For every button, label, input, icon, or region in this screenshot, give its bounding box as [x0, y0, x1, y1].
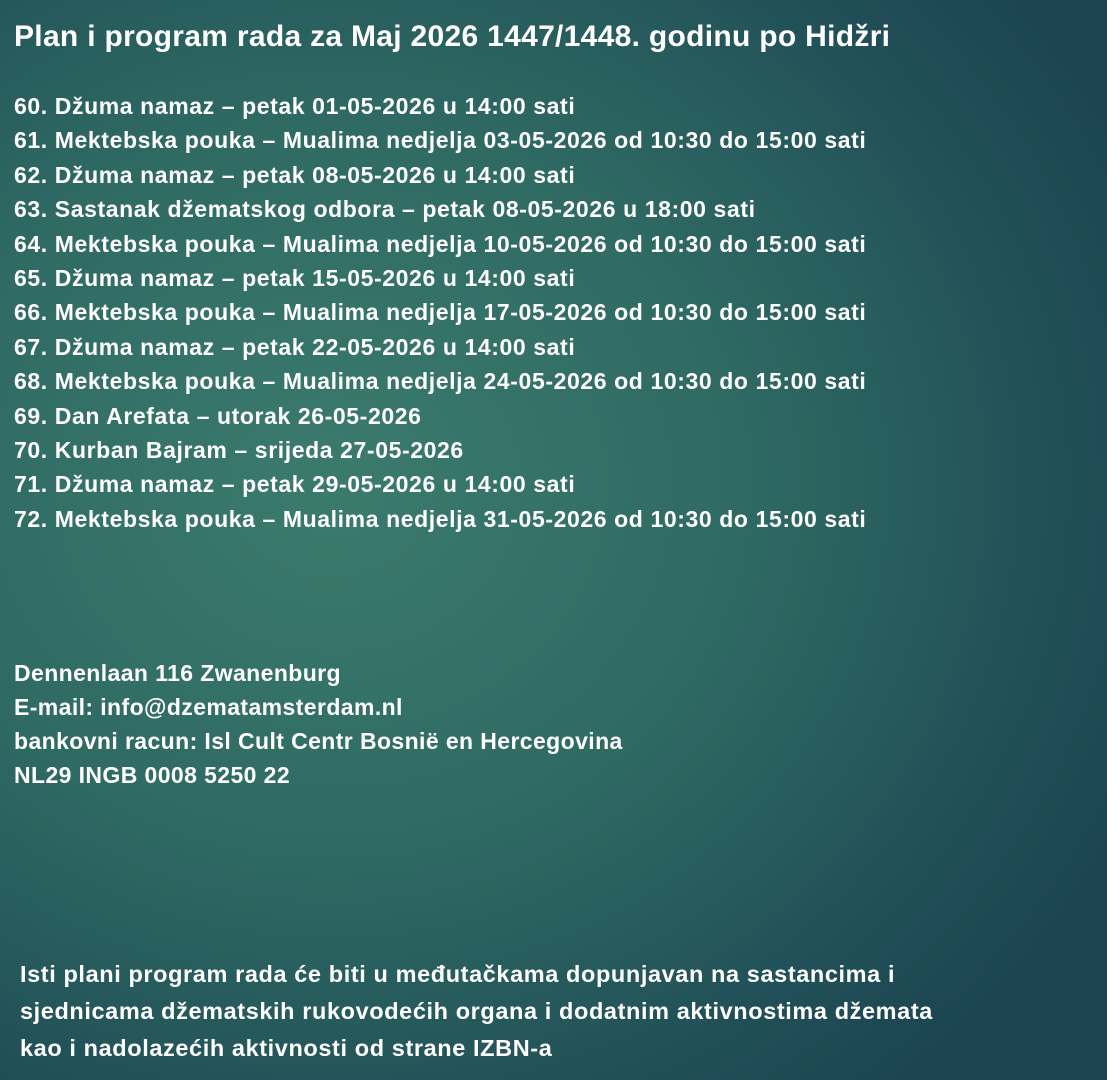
list-item: 69. Dan Arefata – utorak 26-05-2026 [14, 402, 422, 429]
note-line: kao i nadolazećih aktivnosti od strane IZBN-a [20, 1035, 553, 1061]
schedule-list [14, 89, 866, 536]
list-item: 70. Kurban Bajram – srijeda 27-05-2026 [14, 437, 464, 464]
list-item: 66. Mektebska pouka – Mualima nedjelja 17-05-2026 od 10:30 do 15:00 sati [14, 299, 867, 326]
iban: NL29 INGB 0008 5250 22 [14, 762, 291, 788]
page-title: Plan i program rada za Maj 2026 1447/1448. godinu po Hidžri [14, 20, 891, 53]
address: Dennenlaan 116 Zwanenburg [14, 660, 341, 686]
list-item: 68. Mektebska pouka – Mualima nedjelja 24-05-2026 od 10:30 do 15:00 sati [14, 368, 867, 395]
note-line: Isti plani program rada će biti u međutačkama dopunjavan na sastancima i [20, 961, 896, 987]
contact-info [14, 656, 623, 792]
list-item: 64. Mektebska pouka – Mualima nedjelja 10-05-2026 od 10:30 do 15:00 sati [14, 230, 867, 257]
email: E-mail: info@dzematamsterdam.nl [14, 694, 403, 720]
list-item: 65. Džuma namaz – petak 15-05-2026 u 14:00 sati [14, 265, 576, 292]
list-item: 62. Džuma namaz – petak 08-05-2026 u 14:00 sati [14, 161, 576, 188]
list-item: 61. Mektebska pouka – Mualima nedjelja 03-05-2026 od 10:30 do 15:00 sati [14, 127, 867, 154]
list-item: 60. Džuma namaz – petak 01-05-2026 u 14:00 sati [14, 93, 576, 119]
list-item: 72. Mektebska pouka – Mualima nedjelja 31-05-2026 od 10:30 do 15:00 sati [14, 505, 867, 532]
bank-account-name: bankovni racun: Isl Cult Centr Bosnië en Hercegovina [14, 728, 623, 754]
list-item: 67. Džuma namaz – petak 22-05-2026 u 14:00 sati [14, 333, 576, 360]
note-line: sjednicama džematskih rukovodećih organa i dodatnim aktivnostima džemata [20, 998, 933, 1024]
list-item: 63. Sastanak džematskog odbora – petak 08-05-2026 u 18:00 sati [14, 196, 756, 223]
footer-note [20, 956, 933, 1067]
list-item: 71. Džuma namaz – petak 29-05-2026 u 14:00 sati [14, 471, 576, 498]
